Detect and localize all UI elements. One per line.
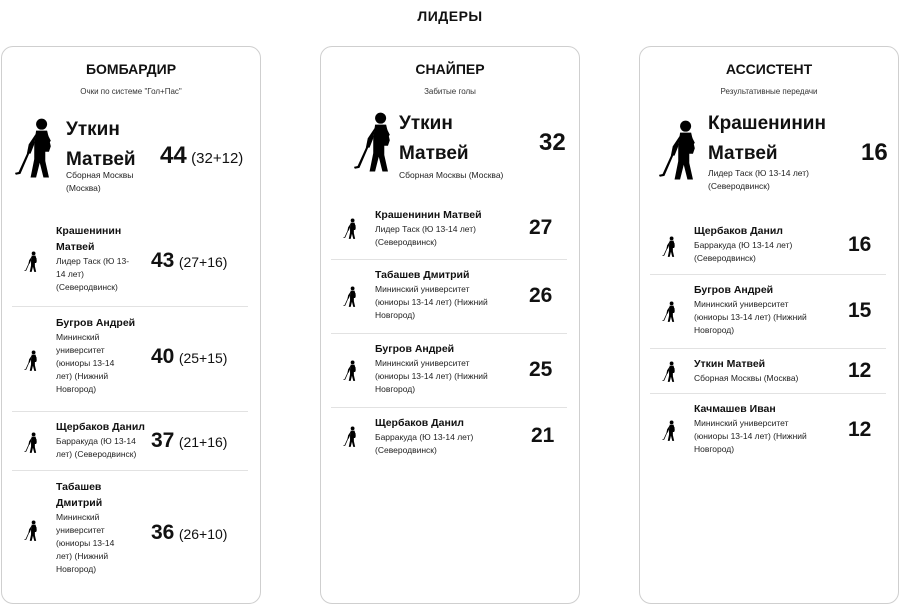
player-score: 27 — [529, 216, 553, 239]
player-team: Новгород) — [694, 444, 735, 454]
card-bomber — [1, 46, 261, 604]
player-name: Крашенинин — [56, 225, 122, 237]
player-team: лет) (Нижний — [56, 371, 109, 381]
leader-team-line1: Лидер Таск (Ю 13-14 лет) — [708, 168, 809, 178]
player-team: Новгород) — [375, 384, 416, 394]
card-subtitle: Результативные передачи — [720, 87, 818, 96]
player-team: (юниоры 13-14 лет) (Нижний — [375, 297, 488, 307]
row-divider — [650, 348, 886, 349]
list-item[interactable] — [650, 401, 886, 461]
list-item[interactable] — [12, 419, 248, 465]
hockey-player-icon — [343, 217, 359, 241]
hockey-player-icon — [24, 349, 40, 373]
leader-team-line1: Сборная Москвы (Москва) — [399, 170, 504, 180]
player-score: 40 — [151, 345, 175, 368]
hockey-player-icon — [14, 115, 60, 183]
player-score: 37 — [151, 429, 175, 452]
player-team: (юниоры 13-14 лет) (Нижний — [694, 431, 807, 441]
leader-name-line1: Крашенинин — [708, 113, 826, 134]
player-name: Бугров Андрей — [56, 317, 136, 329]
leader-name-line1: Уткин — [66, 119, 120, 140]
player-score-detail: (21+16) — [178, 434, 228, 450]
player-team: Барракуда (Ю 13-14 лет) — [375, 432, 474, 442]
player-team: (юниоры 13-14 — [56, 538, 115, 548]
list-item[interactable] — [331, 415, 567, 461]
card-assist — [639, 46, 899, 604]
list-item[interactable] — [331, 207, 567, 253]
row-divider — [12, 306, 248, 307]
list-item[interactable] — [650, 223, 886, 269]
player-name: Уткин Матвей — [694, 358, 766, 370]
list-item[interactable] — [331, 267, 567, 327]
hockey-player-icon — [343, 285, 359, 309]
player-team: Сборная Москвы (Москва) — [694, 373, 799, 383]
hockey-player-icon — [24, 250, 40, 274]
player-name: Матвей — [56, 241, 95, 253]
player-team: Новгород) — [56, 564, 97, 574]
leader-score: 32 — [539, 129, 566, 156]
player-team: Барракуда (Ю 13-14 лет) — [694, 240, 793, 250]
player-team: Мининский университет — [375, 284, 470, 294]
player-name: Табашев — [56, 481, 102, 493]
player-name: Крашенинин Матвей — [375, 209, 482, 221]
hockey-player-icon — [658, 117, 704, 185]
player-name: Бугров Андрей — [694, 284, 774, 296]
player-score: 43 — [151, 249, 175, 272]
leader-entry[interactable] — [353, 109, 573, 209]
hockey-player-icon — [343, 425, 359, 449]
player-name: Щербаков Данил — [694, 225, 783, 237]
player-score: 15 — [848, 299, 872, 322]
player-team: Мининский университет — [694, 418, 789, 428]
player-name: Дмитрий — [56, 497, 103, 509]
row-divider — [650, 393, 886, 394]
row-divider — [650, 274, 886, 275]
hockey-player-icon — [24, 431, 40, 455]
hockey-player-icon — [343, 359, 359, 383]
player-team: Новгород) — [375, 310, 416, 320]
list-item[interactable] — [12, 315, 248, 407]
leader-team-line2: (Северодвинск) — [708, 181, 770, 191]
leader-name-line1: Уткин — [399, 113, 453, 134]
leader-score: 16 — [861, 139, 888, 166]
list-item[interactable] — [12, 223, 248, 305]
player-name: Щербаков Данил — [375, 417, 464, 429]
leader-name-line2: Матвей — [399, 143, 469, 164]
player-team: (Северодвинск) — [694, 253, 756, 263]
player-team: (Северодвинск) — [375, 445, 437, 455]
player-team: (Северодвинск) — [375, 237, 437, 247]
player-team: лет) (Северодвинск) — [56, 449, 137, 459]
page-title: ЛИДЕРЫ — [417, 8, 483, 24]
player-team: Новгород) — [56, 384, 97, 394]
card-title: БОМБАРДИР — [85, 61, 177, 77]
player-team: (юниоры 13-14 — [56, 358, 115, 368]
player-team: Лидер Таск (Ю 13- — [56, 256, 130, 266]
hockey-player-icon — [353, 109, 399, 177]
player-score-detail: (27+16) — [178, 254, 228, 270]
hockey-player-icon — [24, 519, 40, 543]
player-team: Новгород) — [694, 325, 735, 335]
leader-score: 44 — [160, 142, 187, 169]
player-score: 12 — [848, 359, 872, 382]
hockey-player-icon — [662, 419, 678, 443]
player-name: Табашев Дмитрий — [375, 269, 470, 281]
list-item[interactable] — [331, 341, 567, 401]
row-divider — [331, 259, 567, 260]
player-name: Бугров Андрей — [375, 343, 455, 355]
row-divider — [331, 407, 567, 408]
leader-name-line2: Матвей — [66, 149, 136, 170]
player-score-detail: (26+10) — [178, 526, 228, 542]
row-divider — [12, 411, 248, 412]
player-team: (Северодвинск) — [56, 282, 118, 292]
player-team: (юниоры 13-14 лет) (Нижний — [694, 312, 807, 322]
player-score-detail: (25+15) — [178, 350, 228, 366]
player-team: (юниоры 13-14 лет) (Нижний — [375, 371, 488, 381]
player-team: Лидер Таск (Ю 13-14 лет) — [375, 224, 476, 234]
leader-team-line1: Сборная Москвы — [66, 170, 134, 180]
player-score: 26 — [529, 284, 553, 307]
player-team: университет — [56, 345, 105, 355]
card-subtitle: Очки по системе "Гол+Пас" — [80, 87, 182, 96]
row-divider — [331, 333, 567, 334]
player-team: университет — [56, 525, 105, 535]
player-team: Мининский — [56, 512, 100, 522]
player-team: Барракуда (Ю 13-14 — [56, 436, 136, 446]
player-name: Качмашев Иван — [694, 403, 776, 415]
leader-team-line2: (Москва) — [66, 183, 101, 193]
player-score: 36 — [151, 521, 175, 544]
player-team: Мининский университет — [694, 299, 789, 309]
player-team: лет) (Нижний — [56, 551, 109, 561]
player-score: 21 — [531, 424, 555, 447]
hockey-player-icon — [662, 235, 678, 259]
card-title: СНАЙПЕР — [415, 61, 485, 77]
player-team: 14 лет) — [56, 269, 84, 279]
player-score: 25 — [529, 358, 553, 381]
list-item[interactable] — [650, 282, 886, 342]
card-title: АССИСТЕНТ — [725, 61, 813, 77]
card-sniper — [320, 46, 580, 604]
row-divider — [12, 470, 248, 471]
leader-name-line2: Матвей — [708, 143, 778, 164]
player-score: 16 — [848, 233, 872, 256]
leader-entry[interactable] — [658, 109, 894, 209]
hockey-player-icon — [662, 300, 678, 324]
leader-score-detail: (32+12) — [191, 150, 244, 167]
list-item[interactable] — [12, 479, 248, 589]
card-subtitle: Забитые голы — [424, 87, 476, 96]
player-team: Мининский — [56, 332, 100, 342]
player-score: 12 — [848, 418, 872, 441]
player-name: Щербаков Данил — [56, 421, 145, 433]
hockey-player-icon — [662, 360, 678, 384]
player-team: Мининский университет — [375, 358, 470, 368]
list-item[interactable] — [650, 356, 886, 390]
leader-entry[interactable] — [14, 115, 254, 215]
